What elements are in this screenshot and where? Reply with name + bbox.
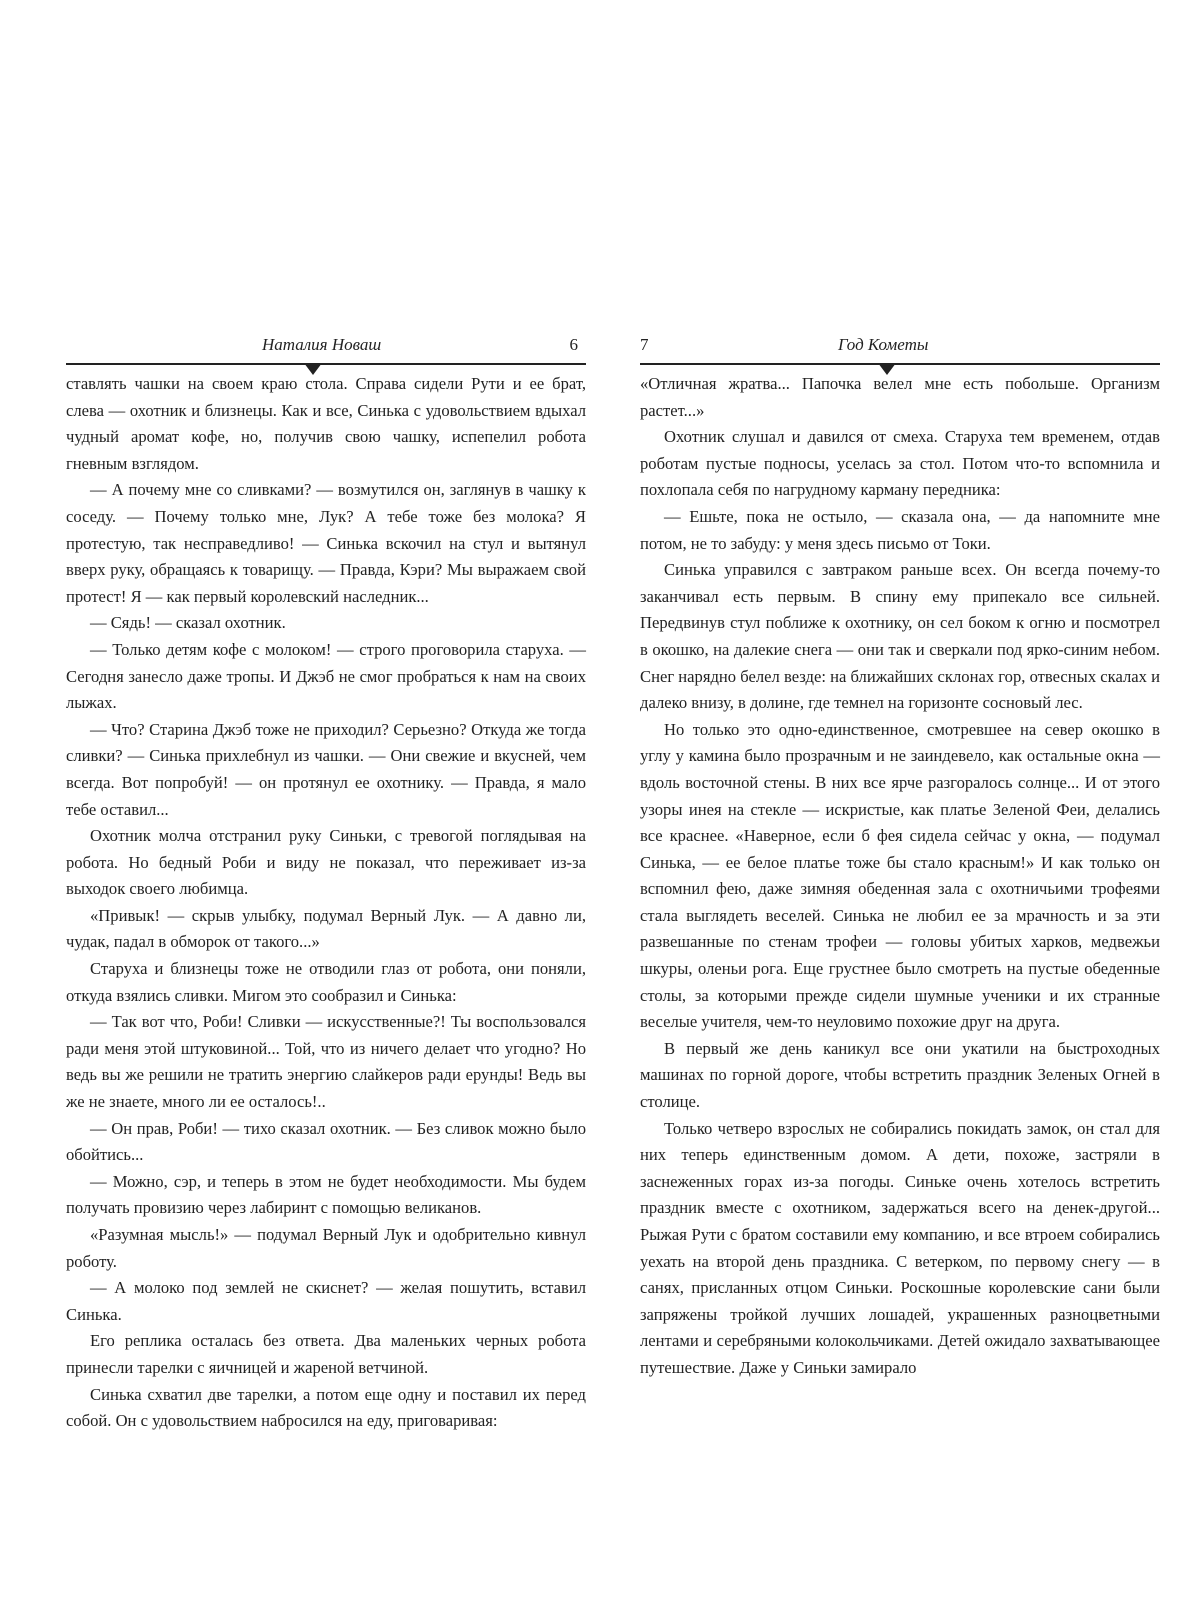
paragraph: Охотник молча отстранил руку Синьки, с тревогой поглядывая на робота. Но бедный Роби и виду не показал, что переживает из-за выходок своего любимца. bbox=[66, 826, 586, 899]
paragraph: Синька схватил две тарелки, а потом еще одну и поставил их перед собой. Он с удовольствием набросился на еду, приговаривая: bbox=[66, 1384, 586, 1431]
running-title: Год Кометы bbox=[838, 335, 929, 354]
running-title: Наталия Новаш bbox=[262, 335, 382, 354]
paragraph: Старуха и близнецы тоже не отводили глаз от робота, они поняли, откуда взялись сливки. Мигом это сообразил и Синька: bbox=[66, 959, 586, 1005]
paragraph: — А молоко под землей не скиснет? — желая пошутить, вставил Синька. bbox=[66, 1278, 586, 1324]
paragraph: «Отличная жратва... Папочка велел мне есть побольше. Организм растет...» bbox=[640, 374, 1160, 420]
body-text bbox=[640, 371, 1160, 1382]
paragraph: «Привык! — скрыв улыбку, подумал Верный Лук. — А давно ли, чудак, падал в обморок от такого...» bbox=[66, 905, 586, 952]
paragraph: ставлять чашки на своем краю стола. Справа сидели Рути и ее брат, слева — охотник и близнецы. Как и все, Синька с удовольствием вдыхал чудный аромат кофе, но, получив свою чашку, испепелил робота гневным взглядом. bbox=[66, 374, 586, 473]
paragraph: Только четверо взрослых не собирались покидать замок, он стал для них теперь единственным домом. А дети, похоже, застряли в заснеженных горах из-за погоды. Синьке очень хотелось встретить праздник вместе с охотником, задержаться всего на денек-другой... Рыжая Рути с братом составили ему компанию, и все втроем собирались уехать на второй день праздника. С ветерком, по первому снегу — в санях, присланных отцом Синьки. Роскошные королевские сани были запряжены тройкой лучших лошадей, украшенных разноцветными лентами и серебряными колокольчиками. Детей ожидало захватывающее путешествие. Даже у Синьки замирало bbox=[640, 1118, 1160, 1377]
paragraph: — Так вот что, Роби! Сливки — искусственные?! Ты воспользовался ради меня этой штуковиной... Той, что из ничего делает что угодно? Но ведь вы же решили не тратить энергию слайкеров ради ерунды! Ведь вы же не знаете, много ли ее осталось!.. bbox=[66, 1012, 586, 1112]
paragraph: Но только это одно-единственное, смотревшее на север окошко в углу у камина было прозрачным и не заиндевело, как остальные окна — вдоль восточной стены. В них все ярче разгоралось солнце... И от этого узоры инея на стекле — искристые, как платье Зеленой Феи, делались все краснее. «Наверное, если б фея сидела сейчас у окна, — подумал Синька, — ее белое платье тоже бы стало красным!» И как только он вспомнил фею, даже зимняя обеденная зала с охотничьими трофеями стала выглядеть веселей. Синька не любил ее за мрачность и за эти развешанные по стенам трофеи — головы убитых харков, медвежьи шкуры, оленьи рога. Еще грустнее было смотреть на пустые обеденные столы, за которыми прежде сидели шумные ученики и их странные веселые учителя, чем-то неуловимо похожие друг на друга. bbox=[640, 719, 1160, 1032]
paragraph: — Сядь! — сказал охотник. bbox=[90, 613, 286, 633]
page-number: 6 bbox=[569, 335, 578, 354]
paragraph: — А почему мне со сливками? — возмутился он, заглянув в чашку к соседу. — Почему только мне, Лук? А тебе тоже без молока? Я протестую, так несправедливо! — Синька вскочил на стул и вытянул вверх руку, обращаясь к товарищу. — Правда, Кэри? Мы выражаем свой протест! Я — как первый королевский наследник... bbox=[66, 480, 586, 606]
paragraph: Его реплика осталась без ответа. Два маленьких черных робота принесли тарелки с яичницей и жареной ветчиной. bbox=[66, 1331, 586, 1377]
paragraph: — Что? Старина Джэб тоже не приходил? Серьезно? Откуда же тогда сливки? — Синька прихлебнул из чашки. — Они свежие и вкусней, чем всегда. Вот попробуй! — он протянул ее охотнику. — Правда, я мало тебе оставил... bbox=[66, 719, 586, 819]
triangle-ornament-icon bbox=[304, 363, 322, 375]
page-number: 7 bbox=[640, 335, 649, 354]
left-page bbox=[66, 333, 586, 1435]
paragraph: — Можно, сэр, и теперь в этом не будет необходимости. Мы будем получать провизию через лабиринт с помощью великанов. bbox=[66, 1171, 586, 1218]
paragraph: «Разумная мысль!» — подумал Верный Лук и одобрительно кивнул роботу. bbox=[66, 1225, 586, 1271]
paragraph: — Ешьте, пока не остыло, — сказала она, — да напомните мне потом, не то забуду: у меня здесь письмо от Токи. bbox=[640, 506, 1160, 553]
running-header bbox=[66, 333, 586, 365]
body-text bbox=[66, 371, 586, 1435]
running-header bbox=[640, 333, 1160, 365]
paragraph: Охотник слушал и давился от смеха. Старуха тем временем, отдав роботам пустые подносы, уселась за стол. Потом что-то вспомнила и похлопала себя по нагрудному карману передника: bbox=[640, 427, 1160, 500]
paragraph: — Он прав, Роби! — тихо сказал охотник. — Без сливок можно было обойтись... bbox=[66, 1118, 586, 1165]
triangle-ornament-icon bbox=[878, 363, 896, 375]
paragraph: — Только детям кофе с молоком! — строго проговорила старуха. — Сегодня занесло даже тропы. И Джэб не смог пробраться к нам на своих лыжах. bbox=[66, 639, 586, 713]
paragraph: В первый же день каникул все они укатили на быстроходных машинах по горной дороге, чтобы встретить праздник Зеленых Огней в столице. bbox=[640, 1038, 1160, 1112]
right-page bbox=[640, 333, 1160, 1382]
paragraph: Синька управился с завтраком раньше всех. Он всегда почему-то заканчивал есть первым. В спину ему припекало все сильней. Передвинув стул поближе к охотнику, он сел боком к огню и посмотрел в окошко, на далекие снега — они так и сверкали под ярко-синим небом. Снег нарядно белел везде: на ближайших склонах гор, отвесных скалах и далеко внизу, в долине, где темнел на горизонте сосновый лес. bbox=[640, 560, 1160, 713]
